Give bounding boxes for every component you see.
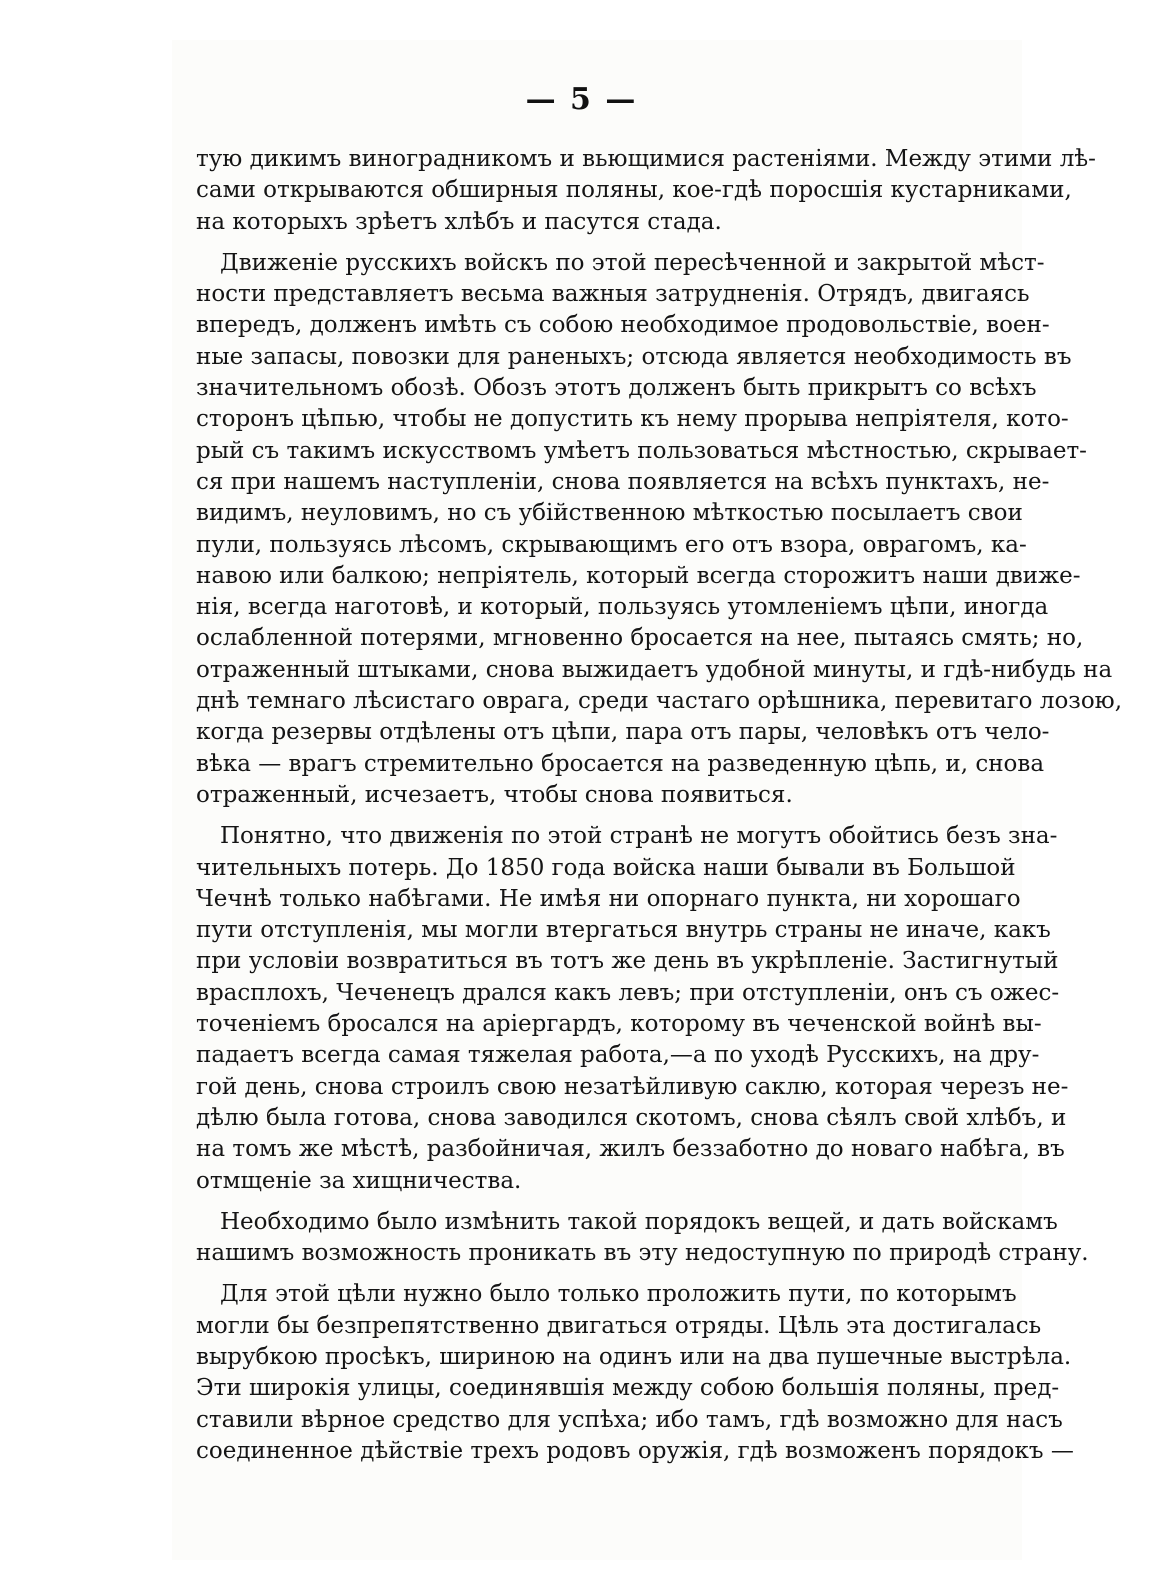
paragraph-start-line: Необходимо было измѣнить такой порядокъ вещей, и дать войскамъ xyxy=(220,1208,1058,1235)
text-line: тую дикимъ виноградникомъ и вьющимися растеніями. Между этими лѣ- xyxy=(196,146,1096,172)
text-line: нашимъ возможность проникать въ эту недоступную по природѣ страну. xyxy=(196,1240,1089,1267)
text-line: гой день, снова строилъ свою незатѣйливую саклю, которая черезъ не- xyxy=(196,1073,1069,1100)
text-line: пути отступленія, мы могли втергаться внутрь страны не иначе, какъ xyxy=(196,917,1051,944)
text-line: ослабленной потерями, мгновенно бросается на нее, пытаясь смять; но, xyxy=(196,625,1084,652)
text-line: вырубкою просѣкъ, шириною на одинъ или на два пушечные выстрѣла. xyxy=(196,1343,1072,1370)
text-line: когда резервы отдѣлены отъ цѣпи, пара отъ пары, человѣкъ отъ чело- xyxy=(196,719,1050,746)
text-line: вѣка — врагъ стремительно бросается на разведенную цѣпь, и, снова xyxy=(196,750,1045,777)
text-line: чительныхъ потерь. До 1850 года войска наши бывали въ Большой xyxy=(196,854,1016,881)
text-line: навою или балкою; непріятель, который всегда сторожитъ наши движе- xyxy=(196,562,1081,589)
paragraph-start-line: Движеніе русскихъ войскъ по этой пересѣченной и закрытой мѣст- xyxy=(220,249,1045,276)
text-line: при условіи возвратиться въ тотъ же день въ укрѣпленіе. Застигнутый xyxy=(196,948,1059,975)
text-line: пули, пользуясь лѣсомъ, скрывающимъ его отъ взора, оврагомъ, ка- xyxy=(196,531,1027,558)
paragraph-start-line: Понятно, что движенія по этой странѣ не могутъ обойтись безъ зна- xyxy=(220,823,1058,850)
text-line: дѣлю была готова, снова заводился скотомъ, снова сѣялъ свой хлѣбъ, и xyxy=(196,1104,1067,1131)
text-line: ные запасы, повозки для раненыхъ; отсюда является необходимость въ xyxy=(196,343,1072,370)
text-line: врасплохъ, Чеченецъ дрался какъ левъ; при отступленіи, онъ съ ожес- xyxy=(196,979,1060,1006)
text-line: отраженный, исчезаетъ, чтобы снова появиться. xyxy=(196,781,793,808)
text-line: днѣ темнаго лѣсистаго оврага, среди частаго орѣшника, перевитаго лозою, xyxy=(196,688,1123,715)
text-line: могли бы безпрепятственно двигаться отряды. Цѣль эта достигалась xyxy=(196,1312,1042,1339)
text-line: сами открываются обширныя поляны, кое-гдѣ поросшія кустарниками, xyxy=(196,177,1072,204)
text-line: отмщеніе за хищничества. xyxy=(196,1167,522,1194)
text-line: на томъ же мѣстѣ, разбойничая, жилъ беззаботно до новаго набѣга, въ xyxy=(196,1136,1065,1163)
text-line: сторонъ цѣпью, чтобы не допустить къ нему прорыва непріятеля, кото- xyxy=(196,406,1069,433)
page-number: — 5 — xyxy=(525,82,638,117)
text-line: ставили вѣрное средство для успѣха; ибо тамъ, гдѣ возможно для насъ xyxy=(196,1406,1063,1433)
text-line: впередъ, долженъ имѣть съ собою необходимое продовольствіе, воен- xyxy=(196,312,1050,339)
text-line: на которыхъ зрѣетъ хлѣбъ и пасутся стада. xyxy=(196,208,722,235)
text-line: соединенное дѣйствіе трехъ родовъ оружія, гдѣ возможенъ порядокъ — xyxy=(196,1437,1074,1464)
text-line: ся при нашемъ наступленіи, снова появляется на всѣхъ пунктахъ, не- xyxy=(196,468,1050,495)
body-text xyxy=(196,144,1123,1467)
text-line: ности представляетъ весьма важныя затрудненія. Отрядъ, двигаясь xyxy=(196,281,1030,308)
paragraph-start-line: Для этой цѣли нужно было только проложить пути, по которымъ xyxy=(220,1281,1017,1308)
text-line: отраженный штыками, снова выжидаетъ удобной минуты, и гдѣ-нибудь на xyxy=(196,656,1113,683)
text-line: рый съ такимъ искусствомъ умѣетъ пользоваться мѣстностью, скрывает- xyxy=(196,437,1087,464)
text-line: видимъ, неуловимъ, но съ убійственною мѣткостью посылаетъ свои xyxy=(196,500,1023,527)
text-line: точеніемъ бросался на аріергардъ, которому въ чеченской войнѣ вы- xyxy=(196,1011,1042,1038)
text-line: нія, всегда наготовѣ, и который, пользуясь утомленіемъ цѣпи, иногда xyxy=(196,594,1049,621)
text-line: значительномъ обозѣ. Обозъ этотъ долженъ быть прикрытъ со всѣхъ xyxy=(196,375,1037,402)
text-line: падаетъ всегда самая тяжелая работа,—а по уходѣ Русскихъ, на дру- xyxy=(196,1042,1040,1069)
text-line: Эти широкія улицы, соединявшія между собою большія поляны, пред- xyxy=(196,1375,1060,1402)
text-line: Чечнѣ только набѣгами. Не имѣя ни опорнаго пункта, ни хорошаго xyxy=(196,885,1021,912)
